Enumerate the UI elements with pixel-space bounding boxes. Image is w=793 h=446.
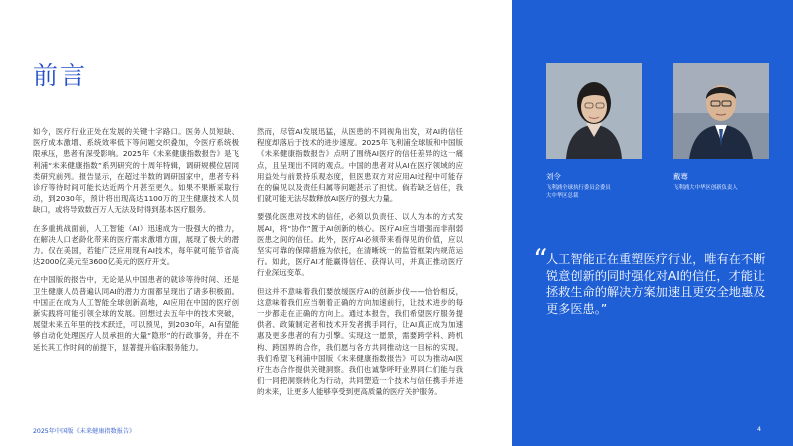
body-column-left (33, 126, 239, 360)
page-number: 4 (757, 425, 762, 433)
portrait-icon (546, 63, 642, 159)
person-name: 戴骞 (673, 172, 688, 181)
paragraph: 然而，尽管AI发展迅猛，从医患的不同视角出发，对AI的信任程度却落后于技术的进步速度。2025年飞利浦全球版和中国版《未来健康指数报告》点明了围绕AI医疗的信任差异的这一痛点，且呈现出不同的观点。中国的患者对从AI在医疗领域的应用益处与前景持乐观态度，但医患双方对应用AI过程中可能存在的偏见以及责任归属等问题甚示了担忧。倘若缺乏信任，我们就可能无法尽数释放AI医疗的强大力量。 (257, 127, 463, 204)
pull-quote: 人工智能正在重塑医疗行业，唯有在不断锐意创新的同时强化对AI的信任，才能让拯救生命的解决方案加速且更安全地惠及更多医患。” (546, 252, 766, 316)
body-column-right (257, 126, 463, 405)
person-role: 飞利浦全球执行委员会委员 大中华区总裁 (546, 185, 611, 199)
footer-report-title: 2025年中国版《未来健康指数报告》 (33, 428, 136, 435)
quote-mark-icon: “ (533, 243, 548, 276)
portrait-icon (673, 63, 769, 159)
paragraph: 但这并不意味着我们要放缓医疗AI的创新步伐——恰恰相反，这意味着我们应当朝着正确的方向加速前行，让技术进步的每一步都走在正确的方向上。通过本报告，我们希望医疗服务提供者、政策制定者和技术开发者携手同行，让AI真正成为加速惠及更多患者的有力引擎。实现这一愿景，需要跨学科、跨机构、跨国界的合作，我们愿与各方共同推动这一目标的实现。我们希望飞利浦中国版《未来健康指数报告》可以为推动AI医疗生态合作提供关键洞察。我们也诚挚呼吁业界同仁们能与我们一同把洞察转化为行动，共同塑造一个技术与信任携手并进的未来，让更多人能够享受到更高质量的医疗关护服务。 (257, 286, 463, 397)
person-name: 刘令 (546, 172, 561, 181)
paragraph: 如今，医疗行业正处在发展的关键十字路口。医务人员短缺、医疗成本激增、系统效率低下等问题交织叠加，令医疗系统极限承压，患者有深受影响。2025年《未来健康指数报告》是飞利浦“未来健康指数”系列研究的十周年特辑，调研规模位居同类研究前列。报告显示，在超过半数的调研国家中，患者专科诊疗等待时间可能长达近两个月甚至更久。如果不果断采取行动，到2030年，预计将出现高达1100万的卫生健康技术人员缺口，或将导致数百万人无法及时得到基本医疗服务。 (33, 127, 239, 215)
page-title: 前言 (33, 61, 88, 90)
portrait-photo-liu (546, 63, 642, 159)
person-caption-dai (673, 172, 783, 193)
portrait-photo-dai (673, 63, 769, 159)
paragraph: 在中国版的报告中，无论是从中国患者的就诊等待时间、还是卫生健康人员普遍认同AI的潜力方面都呈现出了诸多积极面。中国正在成为人工智能全球创新高地，AI应用在中国的医疗创新实践将可能引领全球的发展。回想过去五年中的技术突破，展望未来五年里的技术跃迁，可以预见，到2030年，AI有望能够自动化处理医疗人员承担的大量“隐形”的行政事务，并在不延长其工作时间的前提下，显著提升临床服务能力。 (33, 275, 239, 352)
paragraph: 在多重挑战面前，人工智能（AI）迅速成为一股强大的推力，在解决人口老龄化带来的医疗需求激增方面，展现了极大的潜力。仅在美国，若能广泛应用现有AI技术，每年就可能节省高达2000亿美元至3600亿美元的医疗开支。 (33, 223, 239, 267)
person-role: 飞利浦大中华区创新负责人 (673, 185, 738, 191)
person-caption-liu (546, 172, 656, 200)
paragraph: 要强化医患对技术的信任，必须以负责任、以人为本的方式发展AI，将“协作”置于AI创新的核心。医疗AI应当增强而非削弱医患之间的信任。此外，医疗AI必须带来看得见的价值，应以坚实可靠的保障措施为依托，在清晰统一的监管框架内规范运行。如此，医疗AI才能赢得信任、获得认可，并真正推动医疗行业深远变革。 (257, 212, 463, 278)
